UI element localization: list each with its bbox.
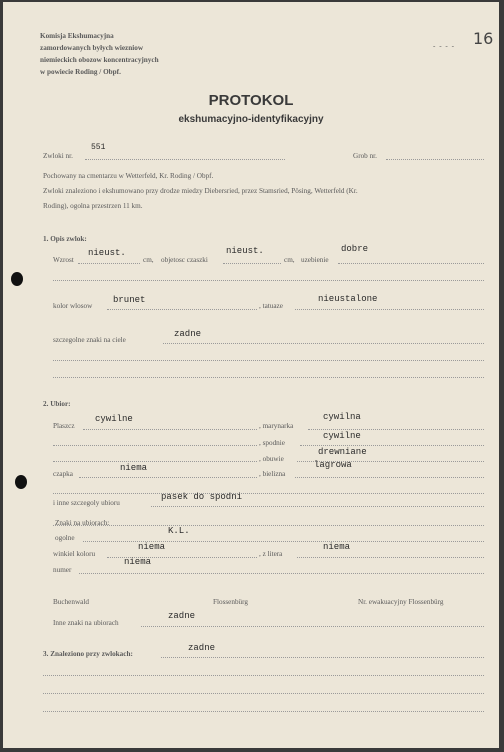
hair-value: brunet bbox=[113, 295, 146, 305]
section-3-heading: 3. Znaleziono przy zwlokach: bbox=[43, 650, 133, 658]
grave-line bbox=[386, 159, 484, 160]
skull-unit: cm, bbox=[284, 256, 295, 264]
jacket-label: , marynarka bbox=[259, 422, 294, 430]
punch-hole-bottom bbox=[15, 475, 27, 489]
found-items-blank-line-3 bbox=[43, 711, 484, 712]
tattoo-line bbox=[295, 309, 484, 310]
teeth-label: uzebienie bbox=[301, 256, 329, 264]
tattoo-value: nieustalone bbox=[318, 294, 378, 304]
found-items-value: zadne bbox=[188, 643, 216, 653]
body-marks-value: zadne bbox=[174, 329, 202, 339]
clothing-blank-line bbox=[53, 493, 484, 494]
skull-line bbox=[223, 263, 281, 264]
cap-value: niema bbox=[120, 463, 148, 473]
hair-line bbox=[107, 309, 257, 310]
evacuation-number-label: Nr. ewakuacyjny Flossenbürg bbox=[358, 598, 444, 606]
triangle-color-value: niema bbox=[138, 542, 166, 552]
flossenburg-label: Flossenbürg bbox=[213, 598, 249, 606]
shoes-blank-line bbox=[53, 461, 257, 462]
body-marks-line bbox=[163, 343, 484, 344]
other-clothing-value: pasek do spodni bbox=[161, 492, 243, 502]
height-label: Wzrost bbox=[53, 256, 74, 264]
number-label: numer bbox=[53, 566, 72, 574]
other-clothing-label: i inne szczegoly ubioru bbox=[53, 499, 120, 507]
document-page bbox=[3, 2, 499, 748]
underwear-value: lagrowa bbox=[314, 460, 352, 470]
other-clothing-marks-value: zadne bbox=[168, 611, 196, 621]
document-subtitle: ekshumacyjno-identyfikacyjny bbox=[178, 114, 324, 125]
shoes-label: , obuwie bbox=[259, 455, 284, 463]
page-number-dashes: - - - - bbox=[433, 42, 455, 50]
found-text-1: Zwloki znaleziono i ekshumowano przy drodze miedzy Diebersried, przez Stamsried, Pösing, Wetterfeld (Kr. bbox=[43, 187, 358, 195]
other-clothing-line bbox=[151, 506, 484, 507]
skull-value: nieust. bbox=[226, 246, 264, 256]
teeth-value: dobre bbox=[341, 244, 369, 254]
remains-line bbox=[85, 159, 285, 160]
section-1-heading: 1. Opis zwlok: bbox=[43, 235, 87, 243]
hair-label: kolor wlosow bbox=[53, 302, 93, 310]
clothing-marks-label: Znaki na ubiorach: bbox=[55, 519, 110, 527]
found-text-2: Roding), ogolna przestrzen 11 km. bbox=[43, 202, 143, 210]
underwear-line bbox=[295, 477, 484, 478]
jacket-line bbox=[308, 429, 484, 430]
found-items-blank-line-2 bbox=[43, 693, 484, 694]
body-marks-blank-line-2 bbox=[53, 377, 484, 378]
underwear-label: , bielizna bbox=[259, 470, 286, 478]
trousers-blank-line bbox=[53, 445, 257, 446]
height-unit: cm, bbox=[143, 256, 154, 264]
number-line bbox=[79, 573, 484, 574]
trousers-label: , spodnie bbox=[259, 439, 285, 447]
buried-text: Pochowany na cmentarzu w Wetterfeld, Kr. Roding / Obpf. bbox=[43, 172, 214, 180]
page-number: 16 bbox=[473, 29, 494, 48]
commission-line-3: niemieckich obozow koncentracyjnych bbox=[40, 56, 159, 64]
body-marks-label: szczegolne znaki na ciele bbox=[53, 336, 126, 344]
document-title: PROTOKOL bbox=[208, 92, 294, 109]
grave-label: Grob nr. bbox=[353, 152, 377, 160]
triangle-color-label: winkiel koloru bbox=[53, 550, 96, 558]
cap-line bbox=[79, 477, 257, 478]
commission-line-4: w powiecie Roding / Obpf. bbox=[40, 68, 121, 76]
remains-value: 551 bbox=[91, 143, 106, 152]
found-items-line bbox=[161, 657, 484, 658]
general-marks-value: K.L. bbox=[168, 526, 190, 536]
letter-line bbox=[297, 557, 484, 558]
number-value: niema bbox=[124, 557, 152, 567]
cap-label: czapka bbox=[53, 470, 73, 478]
jacket-value: cywilna bbox=[323, 412, 361, 422]
height-value: nieust. bbox=[88, 248, 126, 258]
coat-label: Plaszcz bbox=[53, 422, 75, 430]
general-marks-label: ogolne bbox=[55, 534, 75, 542]
trousers-value: cywilne bbox=[323, 431, 361, 441]
found-items-blank-line-1 bbox=[43, 675, 484, 676]
commission-line-2: zamordowanych byłych wiezniow bbox=[40, 44, 144, 52]
teeth-line bbox=[338, 263, 484, 264]
letter-label: , z litera bbox=[259, 550, 283, 558]
coat-value: cywilne bbox=[95, 414, 133, 424]
skull-label: objetosc czaszki bbox=[161, 256, 208, 264]
punch-hole-top bbox=[11, 272, 23, 286]
coat-line bbox=[83, 429, 257, 430]
tattoo-label: , tatuaze bbox=[259, 302, 283, 310]
clothing-marks-line bbox=[53, 525, 484, 526]
commission-line-1: Komisja Ekshumacyjna bbox=[40, 32, 114, 40]
shoes-value: drewniane bbox=[318, 447, 367, 457]
other-clothing-marks-label: Inne znaki na ubiorach bbox=[53, 619, 119, 627]
body-marks-blank-line-1 bbox=[53, 360, 484, 361]
remains-label: Zwloki nr. bbox=[43, 152, 73, 160]
other-clothing-marks-line bbox=[141, 626, 484, 627]
section-2-heading: 2. Ubior: bbox=[43, 400, 71, 408]
trousers-line bbox=[300, 445, 484, 446]
section-1-blank-line bbox=[53, 280, 484, 281]
letter-value: niema bbox=[323, 542, 351, 552]
buchenwald-label: Buchenwald bbox=[53, 598, 89, 606]
height-line bbox=[78, 263, 140, 264]
